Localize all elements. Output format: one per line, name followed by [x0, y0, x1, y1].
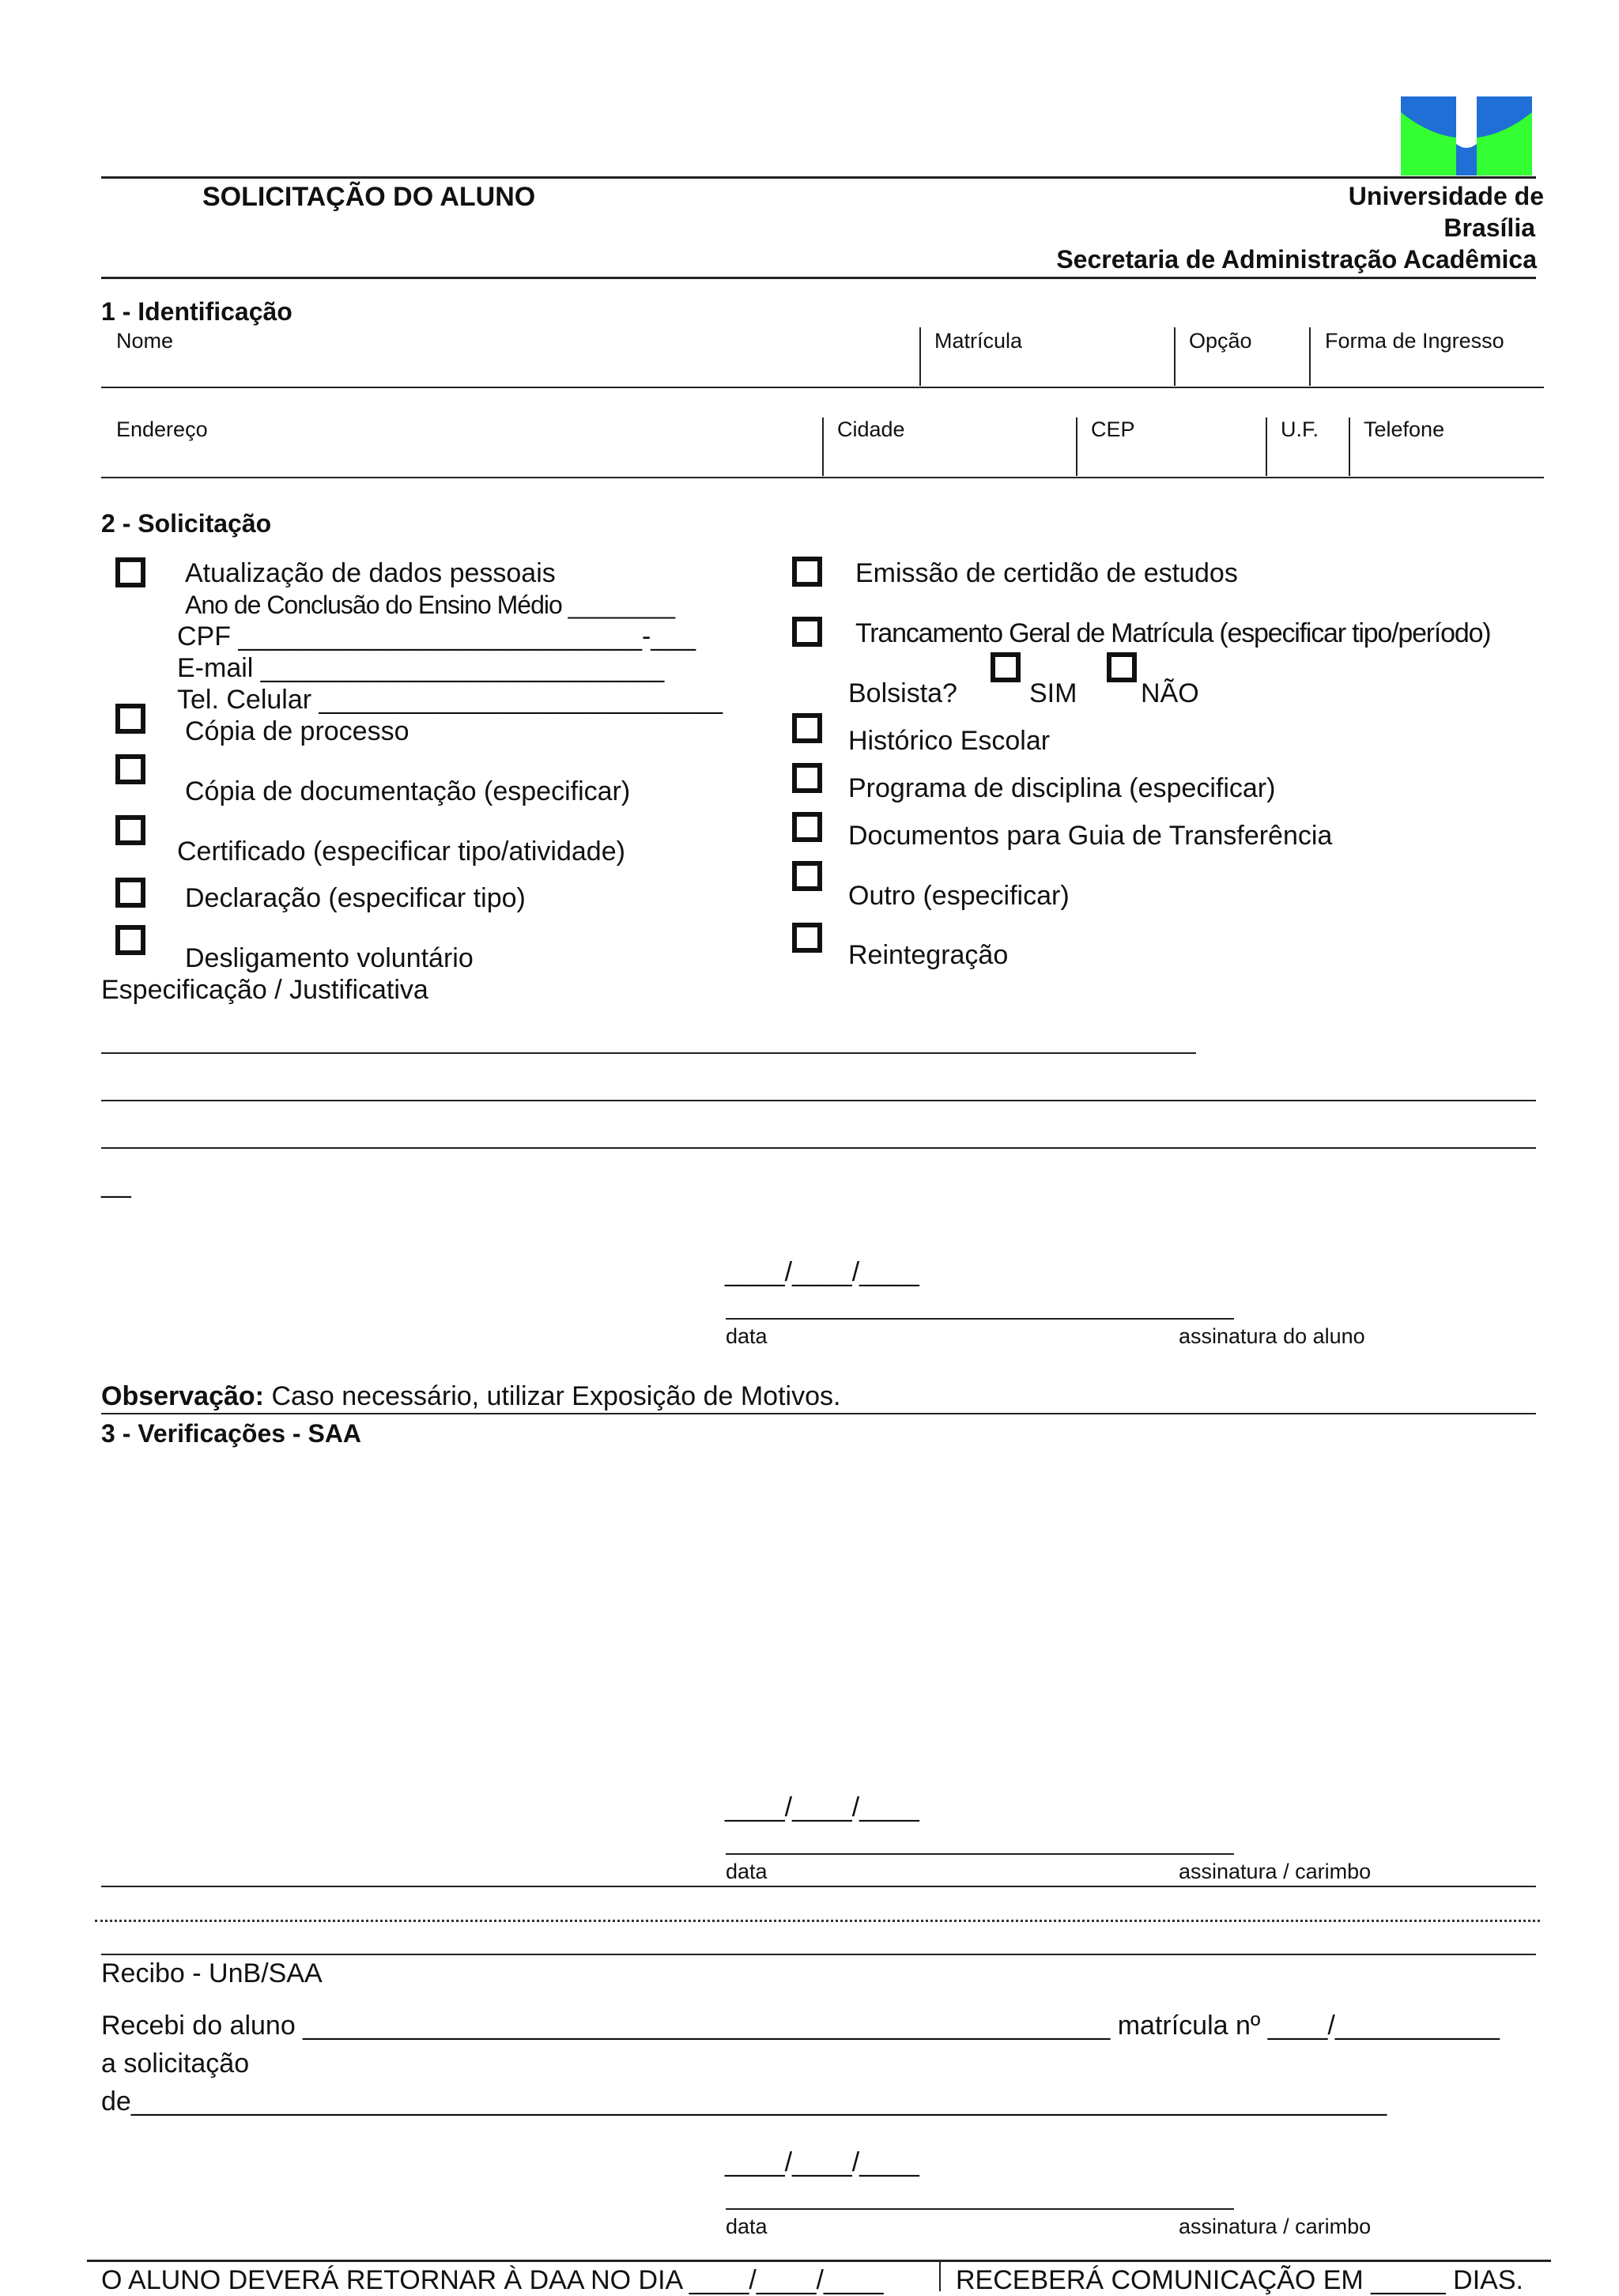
section3-bottom-rule [101, 1886, 1536, 1887]
checkbox-bolsista-nao[interactable] [1107, 652, 1137, 682]
cidade-label: Cidade [837, 417, 905, 441]
cpf-field[interactable]: CPF ___________________________-___ [177, 621, 696, 651]
recibo-de-line[interactable]: de____________________________________________________________________________________ [101, 2086, 1387, 2117]
reintegracao-label: Reintegração [848, 940, 1009, 970]
aluno-signature-line[interactable] [726, 1318, 1234, 1320]
nome-label: Nome [116, 329, 174, 353]
checkbox-outro[interactable] [792, 861, 822, 891]
header-top-rule [101, 176, 1536, 179]
divider [1174, 327, 1176, 386]
aluno-date-label: data [726, 1324, 768, 1348]
checkbox-bolsista-sim[interactable] [991, 652, 1021, 682]
telefone-label: Telefone [1364, 417, 1445, 441]
cep-label: CEP [1091, 417, 1135, 441]
uf-label: U.F. [1281, 417, 1319, 441]
certificado-label: Certificado (especificar tipo/atividade) [177, 836, 625, 867]
checkbox-documentos-guia[interactable] [792, 812, 822, 842]
checkbox-copia-documentacao[interactable] [115, 754, 145, 784]
saa-signature-label: assinatura / carimbo [1179, 1860, 1372, 1883]
saa-signature-line[interactable] [726, 1853, 1234, 1855]
documentos-guia-label: Documentos para Guia de Transferência [848, 821, 1333, 851]
cut-line [95, 1920, 1540, 1922]
divider [1266, 417, 1267, 476]
recibo-top-rule [101, 1954, 1536, 1955]
divider [822, 417, 824, 476]
section1-title: 1 - Identificação [101, 297, 292, 326]
divider [1076, 417, 1077, 476]
recibo-signature-label: assinatura / carimbo [1179, 2215, 1372, 2238]
checkbox-declaracao[interactable] [115, 878, 145, 908]
programa-label: Programa de disciplina (especificar) [848, 773, 1276, 803]
observacao-label: Observação: [101, 1381, 264, 1411]
especificacao-label: Especificação / Justificativa [101, 975, 428, 1005]
emissao-label: Emissão de certidão de estudos [855, 558, 1238, 588]
justificativa-stray-dash: __ [101, 1169, 131, 1199]
checkbox-copia-processo[interactable] [115, 704, 145, 734]
footer-top-rule [87, 2260, 1551, 2262]
recibo-date-label: data [726, 2215, 768, 2238]
divider [919, 327, 921, 386]
desligamento-label: Desligamento voluntário [185, 943, 474, 973]
footer-retornar: O ALUNO DEVERÁ RETORNAR À DAA NO DIA ____/____/____ [101, 2265, 884, 2295]
checkbox-certificado[interactable] [115, 815, 145, 845]
copia-documentacao-label: Cópia de documentação (especificar) [185, 776, 631, 806]
checkbox-historico[interactable] [792, 713, 822, 743]
justificativa-line-2[interactable] [101, 1100, 1536, 1101]
recibo-title: Recibo - UnB/SAA [101, 1958, 323, 1988]
logo-blue-center [1456, 144, 1477, 176]
unb-logo [1401, 96, 1532, 176]
endereco-label: Endereço [116, 417, 208, 441]
header-bottom-rule [101, 277, 1536, 279]
aluno-signature-label: assinatura do aluno [1179, 1324, 1365, 1348]
checkbox-atualizacao[interactable] [115, 557, 145, 587]
tel-celular-field[interactable]: Tel. Celular ___________________________ [177, 685, 723, 715]
aluno-date-field[interactable]: ____/____/____ [725, 1257, 919, 1287]
form-title: SOLICITAÇÃO DO ALUNO [202, 182, 536, 212]
forma-ingresso-label: Forma de Ingresso [1325, 329, 1504, 353]
copia-processo-label: Cópia de processo [185, 716, 409, 746]
saa-date-field[interactable]: ____/____/____ [725, 1792, 919, 1822]
footer-divider [939, 2260, 941, 2291]
ano-conclusao-field[interactable]: Ano de Conclusão do Ensino Médio ________ [185, 591, 675, 619]
footer-comunicacao: RECEBERÁ COMUNICAÇÃO EM _____ DIAS. [956, 2265, 1523, 2295]
secretaria: Secretaria de Administração Acadêmica [1056, 245, 1537, 274]
justificativa-line-1[interactable] [101, 1052, 1196, 1054]
saa-date-label: data [726, 1860, 768, 1883]
atualizacao-label: Atualização de dados pessoais [185, 558, 556, 588]
observacao [101, 1381, 840, 1412]
declaracao-label: Declaração (especificar tipo) [185, 883, 526, 913]
section3-title: 3 - Verificações - SAA [101, 1419, 362, 1448]
bolsista-label: Bolsista? [848, 678, 957, 708]
row2-rule [101, 477, 1544, 478]
matricula-label: Matrícula [934, 329, 1023, 353]
opcao-label: Opção [1189, 329, 1252, 353]
email-field[interactable]: E-mail ___________________________ [177, 653, 665, 683]
recibo-a-solicitacao: a solicitação [101, 2049, 250, 2079]
observacao-rule [101, 1413, 1536, 1414]
checkbox-desligamento[interactable] [115, 925, 145, 955]
checkbox-trancamento[interactable] [792, 617, 822, 647]
historico-label: Histórico Escolar [848, 726, 1051, 756]
checkbox-programa[interactable] [792, 763, 822, 793]
university-line1: Universidade de [1348, 182, 1544, 210]
sim-label: SIM [1029, 678, 1077, 708]
divider [1349, 417, 1350, 476]
recibo-recebi-line[interactable]: Recebi do aluno ______________________________________________________ matrícula nº ____/___________ [101, 2011, 1500, 2041]
trancamento-label: Trancamento Geral de Matrícula (especificar tipo/período) [855, 618, 1491, 648]
recibo-signature-line[interactable] [726, 2208, 1234, 2210]
university-line2: Brasília [1444, 213, 1535, 242]
outro-label: Outro (especificar) [848, 881, 1070, 911]
observacao-text: Caso necessário, utilizar Exposição de Motivos. [264, 1381, 841, 1411]
row1-rule [101, 387, 1544, 388]
recibo-date-field[interactable]: ____/____/____ [725, 2147, 919, 2177]
divider [1309, 327, 1311, 386]
nao-label: NÃO [1141, 678, 1199, 708]
checkbox-emissao[interactable] [792, 557, 822, 587]
justificativa-line-3[interactable] [101, 1147, 1536, 1149]
section2-title: 2 - Solicitação [101, 509, 272, 538]
checkbox-reintegracao[interactable] [792, 923, 822, 953]
